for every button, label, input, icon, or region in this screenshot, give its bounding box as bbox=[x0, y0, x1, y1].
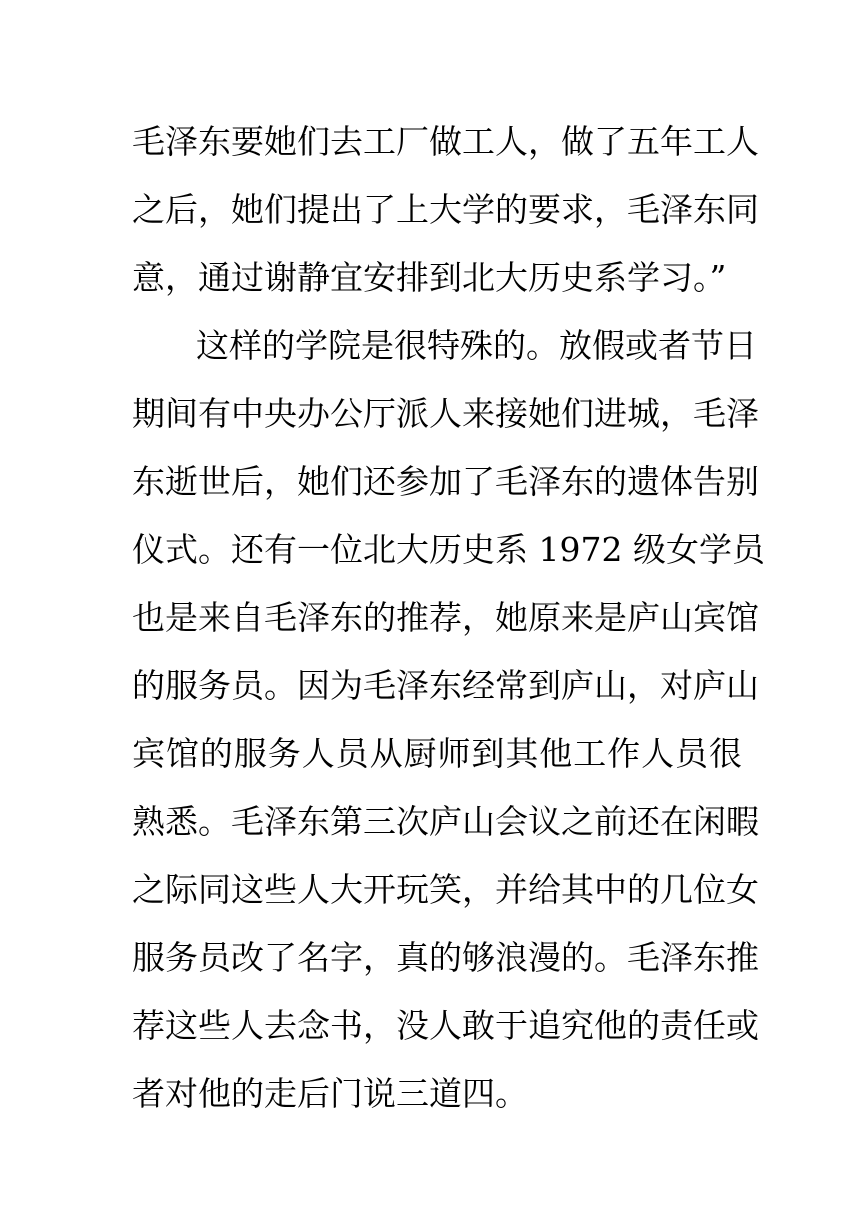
text-line: 东逝世后，她们还参加了毛泽东的遗体告别 bbox=[132, 462, 759, 501]
paragraph-first-line: 这样的学院是很特殊的。放假或者节日 bbox=[196, 326, 757, 365]
text-line: 的服务员。因为毛泽东经常到庐山，对庐山 bbox=[132, 666, 759, 705]
text-line: 宾馆的服务人员从厨师到其他工作人员很 bbox=[132, 734, 742, 773]
text-line: 也是来自毛泽东的推荐，她原来是庐山宾馆 bbox=[132, 598, 759, 637]
text-line: 者对他的走后门说三道四。 bbox=[132, 1074, 528, 1113]
body-text bbox=[132, 108, 765, 1128]
text-line: 仪式。还有一位北大历史系 1972 级女学员 bbox=[132, 530, 765, 569]
text-line: 毛泽东要她们去工厂做工人，做了五年工人 bbox=[132, 122, 759, 161]
text-line: 意，通过谢静宜安排到北大历史系学习。” bbox=[132, 258, 727, 297]
text-line: 期间有中央办公厅派人来接她们进城，毛泽 bbox=[132, 394, 759, 433]
text-line: 荐这些人去念书，没人敢于追究他的责任或 bbox=[132, 1006, 759, 1045]
text-line: 之后，她们提出了上大学的要求，毛泽东同 bbox=[132, 190, 759, 229]
text-line: 熟悉。毛泽东第三次庐山会议之前还在闲暇 bbox=[132, 802, 759, 841]
text-line: 之际同这些人大开玩笑，并给其中的几位女 bbox=[132, 870, 759, 909]
text-line: 服务员改了名字，真的够浪漫的。毛泽东推 bbox=[132, 938, 759, 977]
